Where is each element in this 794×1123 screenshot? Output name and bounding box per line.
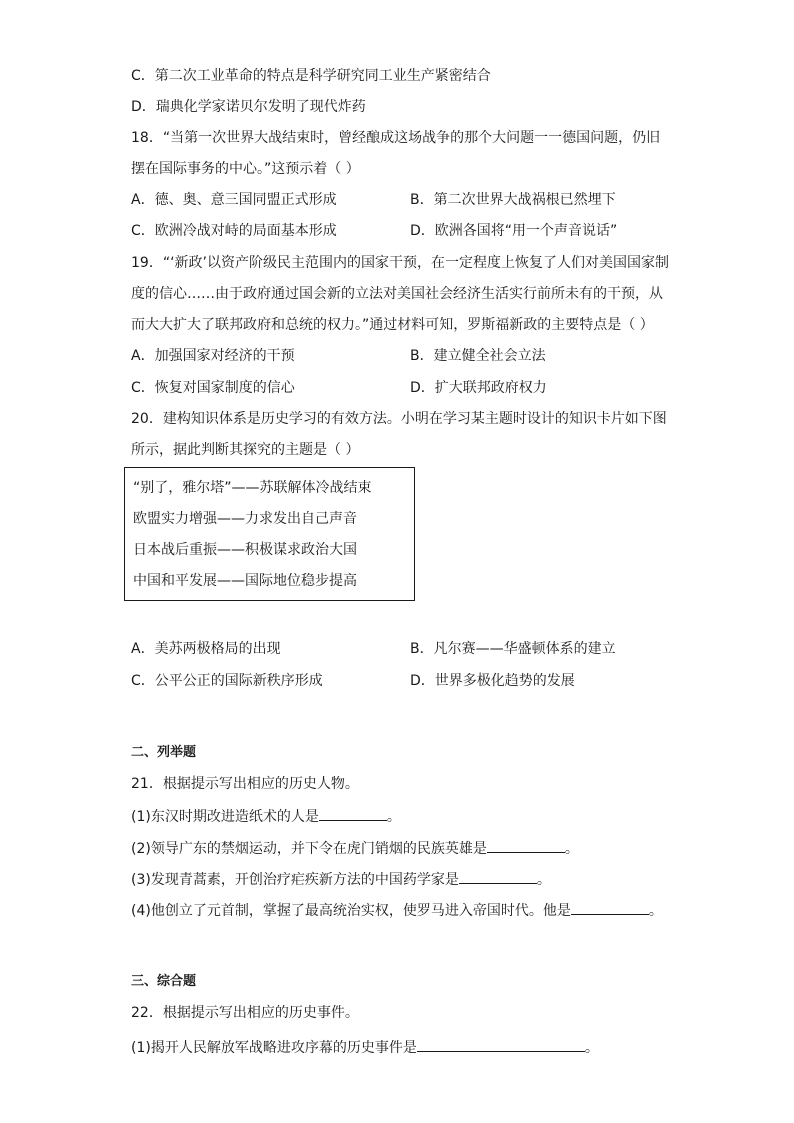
q18-option-a: A．德、奥、意三国同盟正式形成 — [131, 192, 337, 208]
q18-stem-line2: 摆在国际事务的中心。”这预示着（ ） — [131, 161, 360, 177]
answer-blank[interactable] — [319, 805, 387, 821]
q19-stem-line2: 度的信心……由于政府通过国会新的立法对美国社会经济生活实行前所未有的干预，从 — [131, 286, 663, 302]
answer-blank[interactable] — [487, 837, 565, 853]
q19-stem-line1: 19．“‘新政’以资产阶级民主范围内的国家干预，在一定程度上恢复了人们对美国国家制 — [131, 255, 669, 271]
q21-item-4: (4)他创立了元首制，掌握了最高统治实权，使罗马进入帝国时代。他是 。 — [131, 899, 663, 921]
section-3-heading: 三、综合题 — [131, 974, 197, 989]
q20-stem-line2: 所示，据此判断其探究的主题是（ ） — [131, 442, 360, 458]
knowledge-card-line: 欧盟实力增强——力求发出自己声音 — [133, 511, 357, 527]
q18-option-d: D．欧洲各国将“用一个声音说话” — [410, 223, 618, 239]
q19-stem-line3: 而大大扩大了联邦政府和总统的权力。”通过材料可知，罗斯福新政的主要特点是（ ） — [131, 317, 654, 333]
knowledge-card-line: 日本战后重振——积极谋求政治大国 — [133, 542, 357, 558]
knowledge-card-line: 中国和平发展——国际地位稳步提高 — [133, 573, 357, 589]
q20-option-c: C．公平公正的国际新秩序形成 — [131, 673, 323, 689]
q21-stem: 21．根据提示写出相应的历史人物。 — [131, 776, 359, 792]
q17-option-d: D．瑞典化学家诺贝尔发明了现代炸药 — [131, 99, 366, 115]
q18-option-b: B．第二次世界大战祸根已然埋下 — [410, 192, 616, 208]
q20-option-d: D．世界多极化趋势的发展 — [410, 673, 575, 689]
q21-item-3: (3)发现青蒿素，开创治疗疟疾新方法的中国药学家是 。 — [131, 868, 551, 890]
q18-option-c: C．欧洲冷战对峙的局面基本形成 — [131, 223, 337, 239]
q19-option-b: B．建立健全社会立法 — [410, 348, 546, 364]
q22-stem: 22．根据提示写出相应的历史事件。 — [131, 1005, 359, 1021]
q21-item-2: (2)领导广东的禁烟运动，并下令在虎门销烟的民族英雄是 。 — [131, 837, 579, 859]
q20-option-a: A．美苏两极格局的出现 — [131, 641, 281, 657]
answer-blank[interactable] — [417, 1036, 585, 1052]
q20-option-b: B．凡尔赛——华盛顿体系的建立 — [410, 641, 616, 657]
q22-item-1: (1)揭开人民解放军战略进攻序幕的历史事件是 。 — [131, 1036, 599, 1058]
section-2-heading: 二、列举题 — [131, 745, 197, 760]
q19-option-a: A．加强国家对经济的干预 — [131, 348, 295, 364]
q21-item-1: (1)东汉时期改进造纸术的人是 。 — [131, 805, 401, 827]
q17-option-c: C．第二次工业革命的特点是科学研究同工业生产紧密结合 — [131, 68, 491, 84]
answer-blank[interactable] — [571, 899, 649, 915]
answer-blank[interactable] — [459, 868, 537, 884]
q19-option-c: C．恢复对国家制度的信心 — [131, 380, 295, 396]
q18-stem-line1: 18．“当第一次世界大战结束时，曾经酿成这场战争的那个大问题一一德国问题，仍旧 — [131, 130, 661, 146]
q20-stem-line1: 20．建构知识体系是历史学习的有效方法。小明在学习某主题时设计的知识卡片如下图 — [131, 411, 667, 427]
knowledge-card-line: “别了，雅尔塔”——苏联解体冷战结束 — [133, 480, 372, 496]
q19-option-d: D．扩大联邦政府权力 — [410, 380, 547, 396]
knowledge-card — [124, 467, 415, 601]
